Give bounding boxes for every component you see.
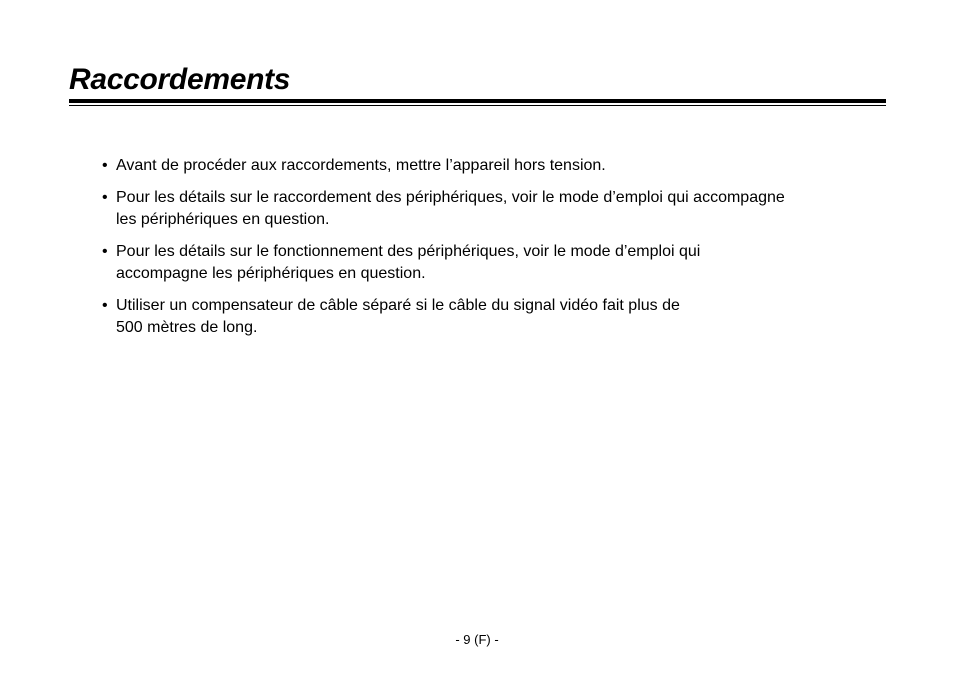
list-item bbox=[102, 241, 892, 285]
bullet-icon: • bbox=[102, 297, 108, 314]
bullet-text-line: Utiliser un compensateur de câble séparé si le câble du signal vidéo fait plus de bbox=[116, 297, 680, 314]
title-underline-thin bbox=[69, 105, 886, 106]
bullet-text-line: les périphériques en question. bbox=[116, 211, 330, 228]
bullet-text-line: 500 mètres de long. bbox=[116, 319, 258, 336]
bullet-icon: • bbox=[102, 243, 108, 260]
bullet-icon: • bbox=[102, 157, 108, 174]
list-item bbox=[102, 155, 892, 177]
list-item bbox=[102, 187, 892, 231]
bullet-text-line: Avant de procéder aux raccordements, mettre l’appareil hors tension. bbox=[116, 157, 606, 174]
bullet-text-line: Pour les détails sur le fonctionnement des périphériques, voir le mode d’emploi qui bbox=[116, 243, 701, 260]
page-title: Raccordements bbox=[69, 63, 291, 96]
page-number: - 9 (F) - bbox=[455, 632, 499, 647]
bullet-list bbox=[102, 155, 892, 349]
bullet-text-line: Pour les détails sur le raccordement des périphériques, voir le mode d’emploi qui accompagne bbox=[116, 189, 785, 206]
bullet-icon: • bbox=[102, 189, 108, 206]
list-item bbox=[102, 295, 892, 339]
bullet-text-line: accompagne les périphériques en question. bbox=[116, 265, 426, 282]
title-underline-thick bbox=[69, 99, 886, 103]
